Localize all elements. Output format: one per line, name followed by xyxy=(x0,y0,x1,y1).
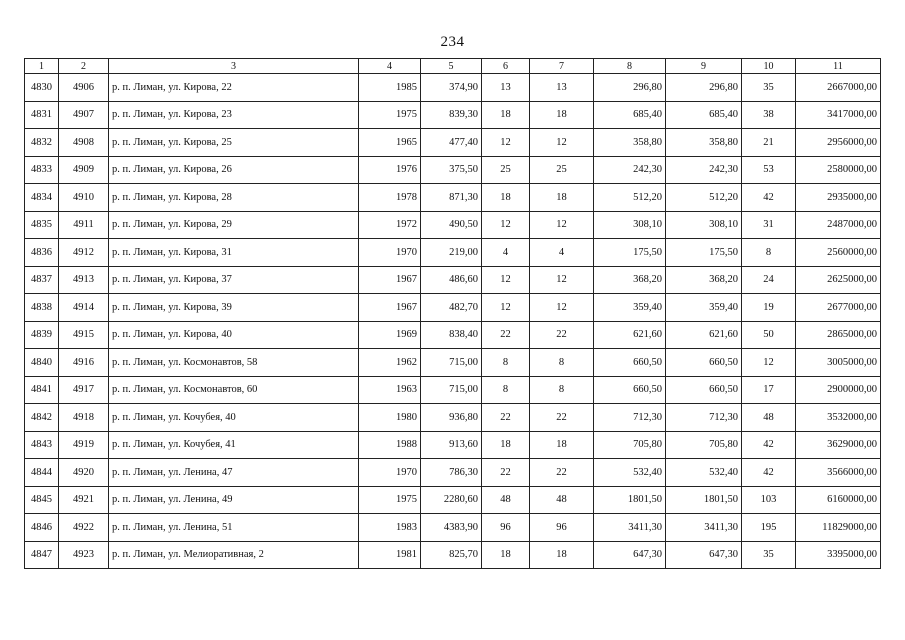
cell-area-total: 219,00 xyxy=(421,239,482,267)
cell-area-living-b: 532,40 xyxy=(666,459,742,487)
cell-area-living-a: 1801,50 xyxy=(594,486,666,514)
cell-residents: 35 xyxy=(742,541,796,569)
table-row xyxy=(25,239,881,267)
cell-index: 4832 xyxy=(25,129,59,157)
cell-amount: 2580000,00 xyxy=(796,156,881,184)
column-header-2: 2 xyxy=(59,59,109,74)
cell-residents: 31 xyxy=(742,211,796,239)
cell-amount: 11829000,00 xyxy=(796,514,881,542)
cell-code: 4918 xyxy=(59,404,109,432)
cell-count-b: 22 xyxy=(530,404,594,432)
cell-year: 1963 xyxy=(359,376,421,404)
cell-index: 4842 xyxy=(25,404,59,432)
cell-area-living-a: 368,20 xyxy=(594,266,666,294)
cell-area-total: 871,30 xyxy=(421,184,482,212)
column-header-4: 4 xyxy=(359,59,421,74)
cell-index: 4837 xyxy=(25,266,59,294)
table-row xyxy=(25,74,881,102)
cell-amount: 3566000,00 xyxy=(796,459,881,487)
cell-amount: 2956000,00 xyxy=(796,129,881,157)
cell-code: 4920 xyxy=(59,459,109,487)
cell-area-living-a: 308,10 xyxy=(594,211,666,239)
cell-residents: 42 xyxy=(742,431,796,459)
cell-area-total: 374,90 xyxy=(421,74,482,102)
cell-area-living-a: 647,30 xyxy=(594,541,666,569)
cell-area-living-a: 359,40 xyxy=(594,294,666,322)
column-header-6: 6 xyxy=(482,59,530,74)
cell-area-total: 486,60 xyxy=(421,266,482,294)
table-row xyxy=(25,294,881,322)
cell-area-total: 4383,90 xyxy=(421,514,482,542)
cell-residents: 48 xyxy=(742,404,796,432)
cell-count-b: 22 xyxy=(530,321,594,349)
cell-index: 4847 xyxy=(25,541,59,569)
cell-amount: 2560000,00 xyxy=(796,239,881,267)
cell-count-a: 13 xyxy=(482,74,530,102)
cell-year: 1980 xyxy=(359,404,421,432)
cell-residents: 35 xyxy=(742,74,796,102)
cell-index: 4845 xyxy=(25,486,59,514)
cell-area-living-b: 308,10 xyxy=(666,211,742,239)
cell-area-living-b: 621,60 xyxy=(666,321,742,349)
cell-count-b: 22 xyxy=(530,459,594,487)
cell-address: р. п. Лиман, ул. Космонавтов, 58 xyxy=(109,349,359,377)
table-row xyxy=(25,184,881,212)
cell-index: 4846 xyxy=(25,514,59,542)
cell-area-living-b: 175,50 xyxy=(666,239,742,267)
cell-area-living-a: 3411,30 xyxy=(594,514,666,542)
cell-residents: 12 xyxy=(742,349,796,377)
cell-area-living-a: 621,60 xyxy=(594,321,666,349)
column-header-3: 3 xyxy=(109,59,359,74)
cell-count-b: 4 xyxy=(530,239,594,267)
cell-code: 4913 xyxy=(59,266,109,294)
cell-code: 4911 xyxy=(59,211,109,239)
cell-count-a: 8 xyxy=(482,376,530,404)
cell-index: 4836 xyxy=(25,239,59,267)
table-row xyxy=(25,486,881,514)
cell-code: 4908 xyxy=(59,129,109,157)
cell-address: р. п. Лиман, ул. Кирова, 23 xyxy=(109,101,359,129)
column-header-11: 11 xyxy=(796,59,881,74)
cell-index: 4834 xyxy=(25,184,59,212)
column-header-9: 9 xyxy=(666,59,742,74)
cell-residents: 53 xyxy=(742,156,796,184)
cell-area-living-a: 685,40 xyxy=(594,101,666,129)
cell-amount: 3417000,00 xyxy=(796,101,881,129)
cell-residents: 103 xyxy=(742,486,796,514)
cell-residents: 24 xyxy=(742,266,796,294)
cell-area-living-b: 660,50 xyxy=(666,376,742,404)
cell-area-living-b: 1801,50 xyxy=(666,486,742,514)
cell-amount: 2625000,00 xyxy=(796,266,881,294)
cell-address: р. п. Лиман, ул. Кирова, 25 xyxy=(109,129,359,157)
cell-count-a: 12 xyxy=(482,266,530,294)
table-body xyxy=(25,74,881,569)
cell-area-total: 936,80 xyxy=(421,404,482,432)
cell-area-total: 838,40 xyxy=(421,321,482,349)
cell-count-a: 18 xyxy=(482,101,530,129)
cell-year: 1985 xyxy=(359,74,421,102)
cell-residents: 17 xyxy=(742,376,796,404)
cell-area-living-b: 660,50 xyxy=(666,349,742,377)
cell-area-total: 2280,60 xyxy=(421,486,482,514)
cell-amount: 3005000,00 xyxy=(796,349,881,377)
cell-address: р. п. Лиман, ул. Мелиоративная, 2 xyxy=(109,541,359,569)
cell-area-total: 715,00 xyxy=(421,376,482,404)
cell-area-living-b: 647,30 xyxy=(666,541,742,569)
table-row xyxy=(25,404,881,432)
cell-area-living-a: 512,20 xyxy=(594,184,666,212)
cell-area-total: 375,50 xyxy=(421,156,482,184)
cell-code: 4910 xyxy=(59,184,109,212)
cell-index: 4839 xyxy=(25,321,59,349)
cell-count-b: 18 xyxy=(530,184,594,212)
table-row xyxy=(25,376,881,404)
cell-area-total: 786,30 xyxy=(421,459,482,487)
cell-index: 4838 xyxy=(25,294,59,322)
cell-index: 4830 xyxy=(25,74,59,102)
cell-count-a: 12 xyxy=(482,211,530,239)
table-row xyxy=(25,459,881,487)
cell-address: р. п. Лиман, ул. Кирова, 29 xyxy=(109,211,359,239)
cell-amount: 2667000,00 xyxy=(796,74,881,102)
cell-address: р. п. Лиман, ул. Кочубея, 41 xyxy=(109,431,359,459)
cell-residents: 38 xyxy=(742,101,796,129)
cell-amount: 2487000,00 xyxy=(796,211,881,239)
cell-area-living-b: 242,30 xyxy=(666,156,742,184)
cell-count-a: 22 xyxy=(482,321,530,349)
cell-count-a: 22 xyxy=(482,404,530,432)
table-row xyxy=(25,129,881,157)
cell-residents: 21 xyxy=(742,129,796,157)
cell-year: 1976 xyxy=(359,156,421,184)
page-number: 234 xyxy=(440,34,465,50)
registry-table xyxy=(24,58,881,569)
cell-address: р. п. Лиман, ул. Кирова, 37 xyxy=(109,266,359,294)
cell-count-a: 18 xyxy=(482,431,530,459)
cell-area-total: 490,50 xyxy=(421,211,482,239)
cell-area-total: 913,60 xyxy=(421,431,482,459)
cell-count-b: 12 xyxy=(530,211,594,239)
cell-year: 1967 xyxy=(359,266,421,294)
cell-amount: 3532000,00 xyxy=(796,404,881,432)
cell-area-living-b: 358,80 xyxy=(666,129,742,157)
cell-year: 1988 xyxy=(359,431,421,459)
table-row xyxy=(25,541,881,569)
cell-address: р. п. Лиман, ул. Ленина, 51 xyxy=(109,514,359,542)
cell-area-living-b: 512,20 xyxy=(666,184,742,212)
cell-area-total: 482,70 xyxy=(421,294,482,322)
cell-code: 4917 xyxy=(59,376,109,404)
cell-area-living-a: 296,80 xyxy=(594,74,666,102)
cell-year: 1967 xyxy=(359,294,421,322)
cell-amount: 2900000,00 xyxy=(796,376,881,404)
cell-code: 4919 xyxy=(59,431,109,459)
table-row xyxy=(25,266,881,294)
column-header-7: 7 xyxy=(530,59,594,74)
cell-year: 1962 xyxy=(359,349,421,377)
cell-address: р. п. Лиман, ул. Космонавтов, 60 xyxy=(109,376,359,404)
cell-area-living-b: 685,40 xyxy=(666,101,742,129)
cell-count-b: 18 xyxy=(530,541,594,569)
cell-count-a: 18 xyxy=(482,541,530,569)
cell-residents: 50 xyxy=(742,321,796,349)
cell-count-b: 8 xyxy=(530,376,594,404)
cell-address: р. п. Лиман, ул. Кирова, 28 xyxy=(109,184,359,212)
cell-code: 4907 xyxy=(59,101,109,129)
cell-count-b: 18 xyxy=(530,101,594,129)
cell-count-b: 12 xyxy=(530,266,594,294)
cell-address: р. п. Лиман, ул. Ленина, 47 xyxy=(109,459,359,487)
column-header-1: 1 xyxy=(25,59,59,74)
table-row xyxy=(25,101,881,129)
cell-area-living-a: 660,50 xyxy=(594,349,666,377)
cell-residents: 8 xyxy=(742,239,796,267)
cell-count-b: 25 xyxy=(530,156,594,184)
cell-address: р. п. Лиман, ул. Кирова, 26 xyxy=(109,156,359,184)
cell-count-a: 22 xyxy=(482,459,530,487)
cell-area-living-b: 359,40 xyxy=(666,294,742,322)
cell-amount: 6160000,00 xyxy=(796,486,881,514)
cell-code: 4922 xyxy=(59,514,109,542)
column-header-10: 10 xyxy=(742,59,796,74)
cell-area-living-a: 660,50 xyxy=(594,376,666,404)
cell-area-living-a: 358,80 xyxy=(594,129,666,157)
cell-year: 1975 xyxy=(359,101,421,129)
table-row xyxy=(25,211,881,239)
cell-area-living-b: 705,80 xyxy=(666,431,742,459)
cell-index: 4841 xyxy=(25,376,59,404)
table-row xyxy=(25,431,881,459)
cell-code: 4906 xyxy=(59,74,109,102)
cell-amount: 2865000,00 xyxy=(796,321,881,349)
cell-year: 1975 xyxy=(359,486,421,514)
cell-code: 4914 xyxy=(59,294,109,322)
cell-area-living-b: 368,20 xyxy=(666,266,742,294)
table-row xyxy=(25,349,881,377)
cell-code: 4915 xyxy=(59,321,109,349)
cell-count-a: 8 xyxy=(482,349,530,377)
cell-year: 1970 xyxy=(359,459,421,487)
cell-code: 4912 xyxy=(59,239,109,267)
cell-address: р. п. Лиман, ул. Кирова, 39 xyxy=(109,294,359,322)
cell-amount: 3629000,00 xyxy=(796,431,881,459)
cell-year: 1983 xyxy=(359,514,421,542)
cell-count-b: 18 xyxy=(530,431,594,459)
cell-area-living-a: 532,40 xyxy=(594,459,666,487)
cell-count-a: 12 xyxy=(482,294,530,322)
cell-address: р. п. Лиман, ул. Кочубея, 40 xyxy=(109,404,359,432)
cell-index: 4833 xyxy=(25,156,59,184)
cell-address: р. п. Лиман, ул. Ленина, 49 xyxy=(109,486,359,514)
cell-year: 1970 xyxy=(359,239,421,267)
cell-amount: 2935000,00 xyxy=(796,184,881,212)
cell-index: 4840 xyxy=(25,349,59,377)
cell-amount: 3395000,00 xyxy=(796,541,881,569)
table-row xyxy=(25,321,881,349)
cell-address: р. п. Лиман, ул. Кирова, 22 xyxy=(109,74,359,102)
cell-residents: 19 xyxy=(742,294,796,322)
cell-index: 4844 xyxy=(25,459,59,487)
cell-area-living-b: 712,30 xyxy=(666,404,742,432)
cell-area-living-a: 175,50 xyxy=(594,239,666,267)
cell-count-a: 4 xyxy=(482,239,530,267)
cell-residents: 42 xyxy=(742,184,796,212)
cell-area-living-b: 296,80 xyxy=(666,74,742,102)
cell-address: р. п. Лиман, ул. Кирова, 31 xyxy=(109,239,359,267)
cell-count-b: 12 xyxy=(530,294,594,322)
cell-count-b: 13 xyxy=(530,74,594,102)
cell-address: р. п. Лиман, ул. Кирова, 40 xyxy=(109,321,359,349)
cell-area-total: 477,40 xyxy=(421,129,482,157)
cell-residents: 42 xyxy=(742,459,796,487)
column-header-5: 5 xyxy=(421,59,482,74)
cell-count-a: 18 xyxy=(482,184,530,212)
cell-count-a: 12 xyxy=(482,129,530,157)
cell-count-a: 48 xyxy=(482,486,530,514)
cell-year: 1969 xyxy=(359,321,421,349)
cell-code: 4916 xyxy=(59,349,109,377)
cell-count-b: 48 xyxy=(530,486,594,514)
cell-year: 1981 xyxy=(359,541,421,569)
cell-area-living-a: 242,30 xyxy=(594,156,666,184)
cell-year: 1965 xyxy=(359,129,421,157)
cell-area-total: 825,70 xyxy=(421,541,482,569)
cell-count-b: 96 xyxy=(530,514,594,542)
cell-year: 1978 xyxy=(359,184,421,212)
table-header-row xyxy=(25,59,881,74)
cell-index: 4843 xyxy=(25,431,59,459)
cell-year: 1972 xyxy=(359,211,421,239)
cell-area-living-a: 712,30 xyxy=(594,404,666,432)
cell-area-total: 715,00 xyxy=(421,349,482,377)
cell-amount: 2677000,00 xyxy=(796,294,881,322)
cell-count-a: 25 xyxy=(482,156,530,184)
cell-area-living-a: 705,80 xyxy=(594,431,666,459)
cell-code: 4923 xyxy=(59,541,109,569)
table-row xyxy=(25,156,881,184)
cell-area-total: 839,30 xyxy=(421,101,482,129)
column-header-8: 8 xyxy=(594,59,666,74)
cell-count-b: 12 xyxy=(530,129,594,157)
cell-count-a: 96 xyxy=(482,514,530,542)
cell-code: 4909 xyxy=(59,156,109,184)
cell-area-living-b: 3411,30 xyxy=(666,514,742,542)
table-row xyxy=(25,514,881,542)
cell-residents: 195 xyxy=(742,514,796,542)
cell-index: 4831 xyxy=(25,101,59,129)
cell-index: 4835 xyxy=(25,211,59,239)
cell-count-b: 8 xyxy=(530,349,594,377)
cell-code: 4921 xyxy=(59,486,109,514)
